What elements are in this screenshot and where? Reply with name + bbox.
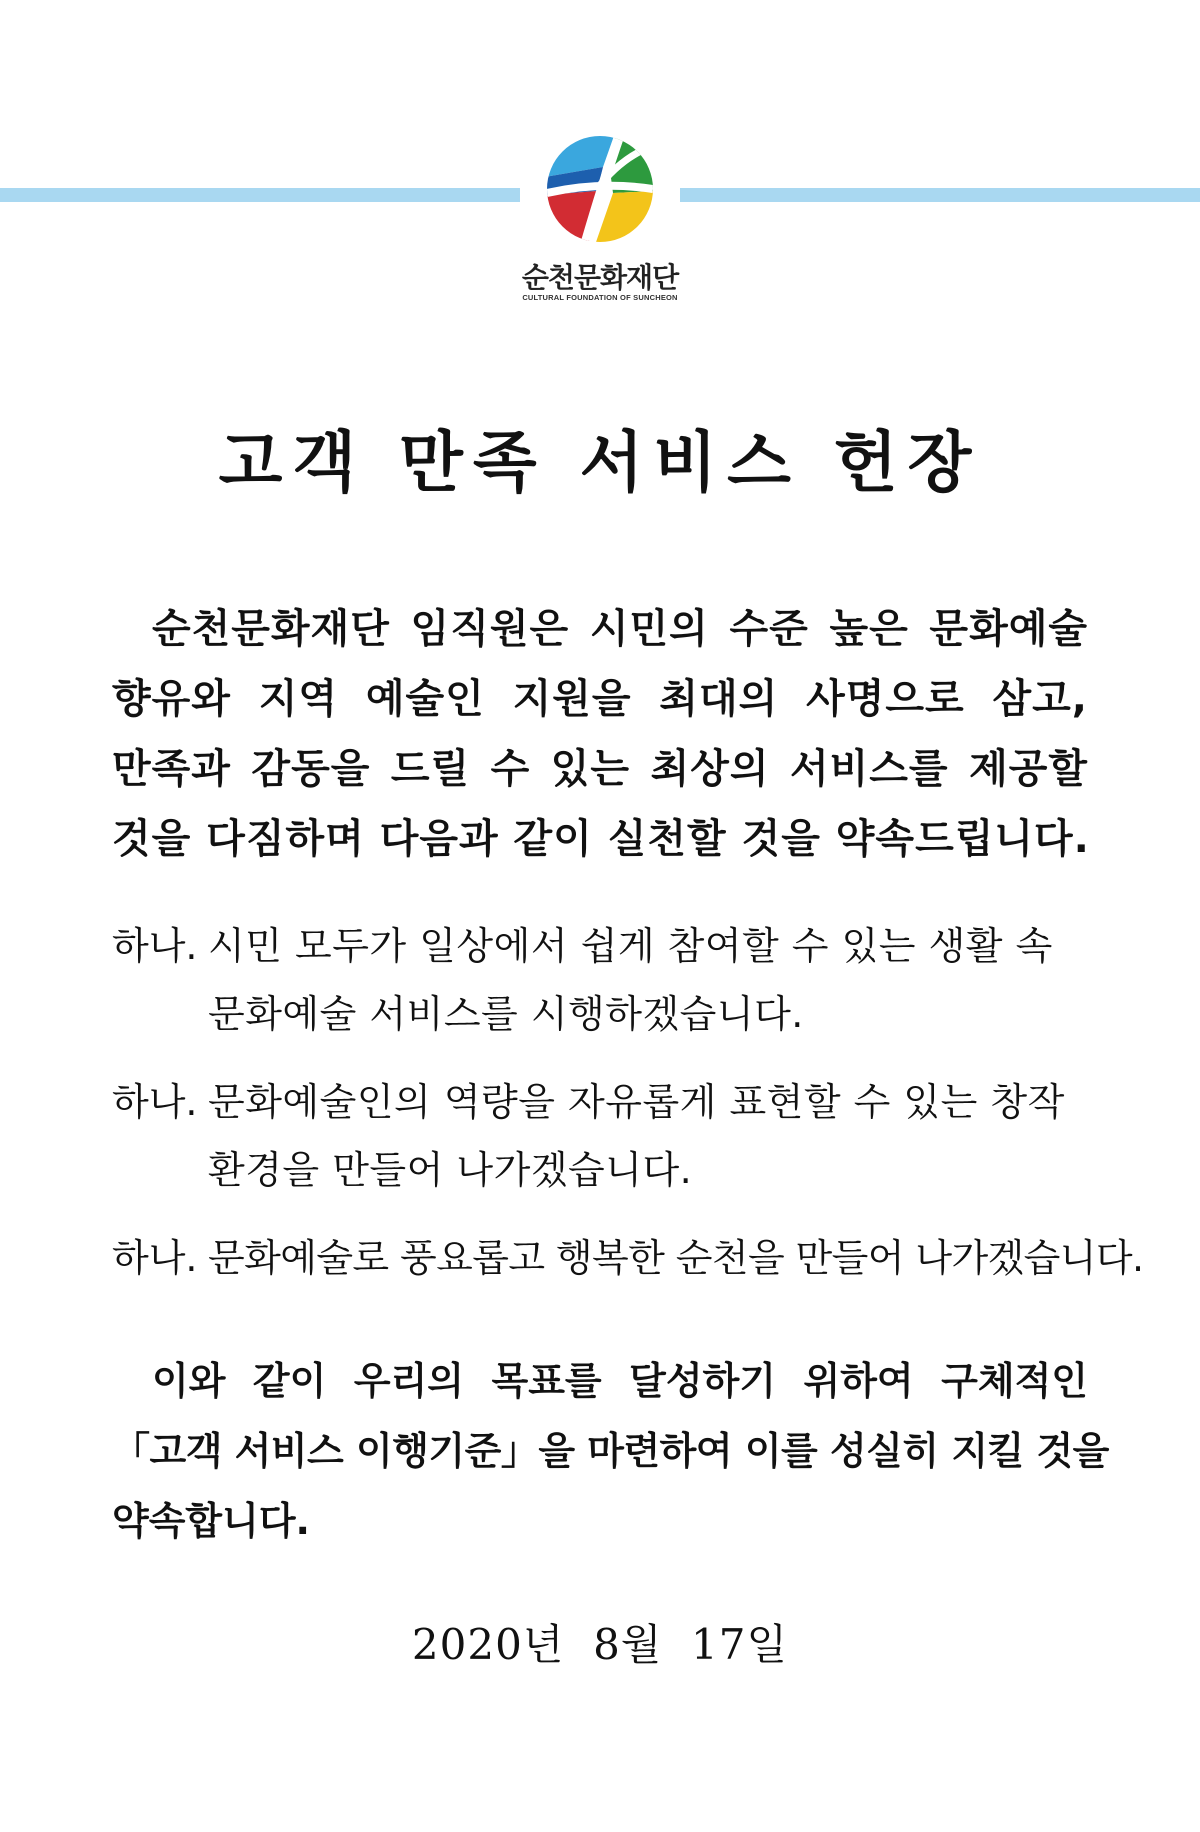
foundation-logo-icon [545,133,655,245]
pledge-prefix: 하나. [112,1080,198,1124]
logo-name-english: CULTURAL FOUNDATION OF SUNCHEON [522,293,678,302]
closing-line: 약속합니다. [112,1499,310,1543]
page-title: 고객 만족 서비스 헌장 [218,423,982,501]
pledge-text: 문화예술로 풍요롭고 행복한 순천을 만들어 나가겠습니다. [208,1236,1144,1280]
pledge-text: 문화예술인의 역량을 자유롭게 표현할 수 있는 창작 [208,1080,1065,1124]
intro-line: 향유와 지역 예술인 지원을 최대의 사명으로 삼고, [112,676,1088,722]
intro-paragraph [112,594,1088,874]
intro-line: 만족과 감동을 드릴 수 있는 최상의 서비스를 제공할 [112,746,1088,792]
pledge-list [112,912,1144,1312]
pledge-text-continued: 문화예술 서비스를 시행하겠습니다. [208,992,804,1036]
closing-line: 이와 같이 우리의 목표를 달성하기 위하여 구체적인 [152,1359,1088,1403]
pledge-item [112,912,1092,1048]
pledge-text-continued: 환경을 만들어 나가겠습니다. [208,1148,693,1192]
pledge-text: 시민 모두가 일상에서 쉽게 참여할 수 있는 생활 속 [208,924,1053,968]
closing-line: 「고객 서비스 이행기준」을 마련하여 이를 성실히 지킬 것을 [112,1429,1109,1473]
foundation-logo [520,120,680,310]
logo-name-korean: 순천문화재단 [521,261,679,294]
closing-paragraph [112,1346,1109,1556]
pledge-prefix: 하나. [112,924,198,968]
charter-date: 2020년 8월 17일 [411,1620,789,1669]
pledge-prefix: 하나. [112,1236,198,1280]
pledge-item [112,1068,1092,1204]
pledge-item [112,1224,1144,1292]
intro-line: 순천문화재단 임직원은 시민의 수준 높은 문화예술 [152,606,1088,652]
intro-line: 것을 다짐하며 다음과 같이 실천할 것을 약속드립니다. [112,816,1090,862]
